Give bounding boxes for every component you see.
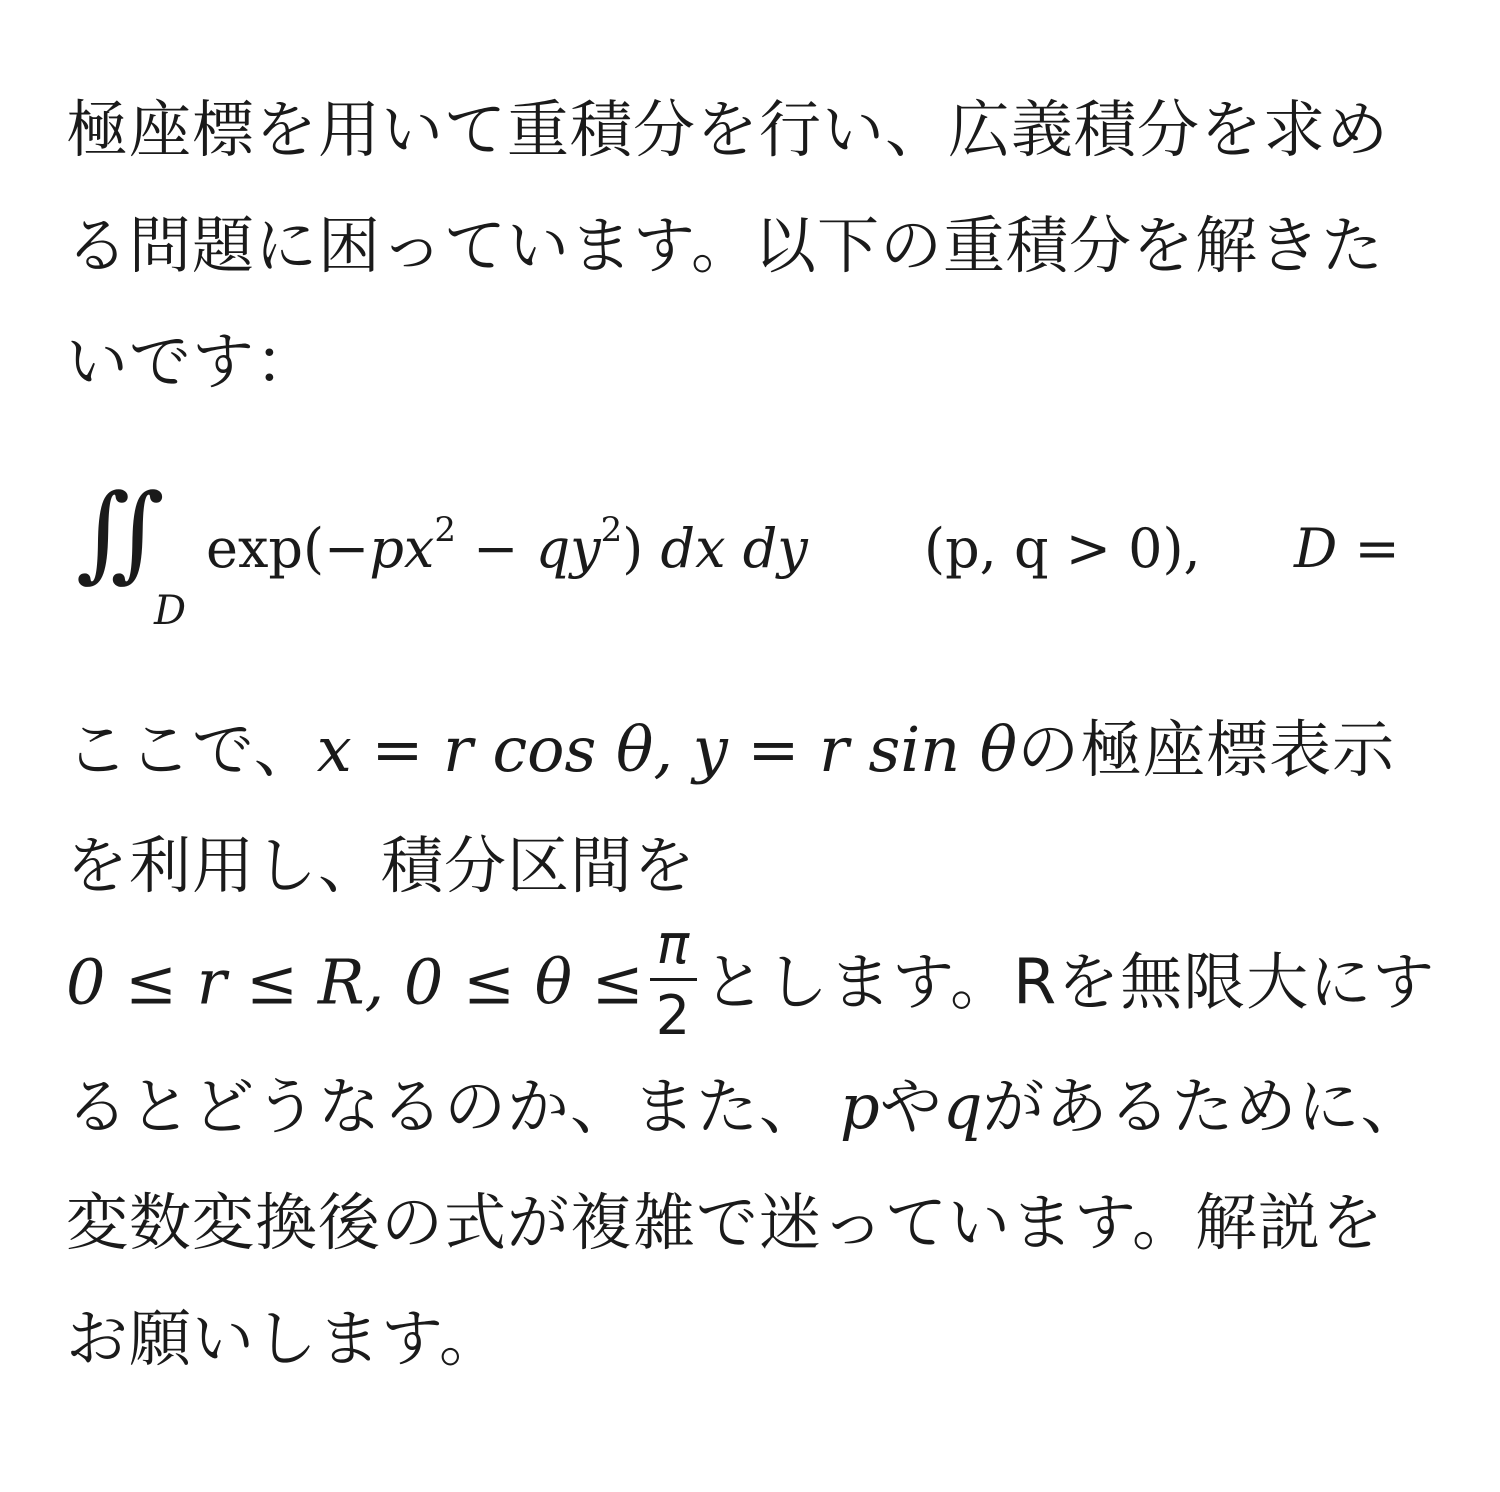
question-text-1: とします。Rを無限大にするとどうなるのか、また、 bbox=[66, 945, 1436, 1143]
question-text-2: や bbox=[879, 1070, 943, 1143]
integration-range-math: 0 ≤ r ≤ R, 0 ≤ θ ≤ bbox=[66, 945, 644, 1019]
domain-definition: D = bbox=[1294, 517, 1400, 580]
document-body bbox=[66, 72, 1446, 1397]
question-text-3: があるために、変数変換後の式が複雑で迷っています。解説をお願いします。 bbox=[66, 1070, 1424, 1375]
parameter-condition: (p, q > 0), bbox=[924, 517, 1201, 580]
double-integral-symbol: ∬ bbox=[76, 471, 165, 593]
question-paragraph bbox=[66, 913, 1446, 1397]
polar-substitution-math: x = r cos θ, y = r sin θ bbox=[316, 713, 1018, 786]
substitution-lead: ここで、 bbox=[66, 713, 317, 786]
fraction-numerator: π bbox=[656, 913, 691, 976]
integral-domain-subscript: D bbox=[154, 588, 187, 634]
display-equation bbox=[66, 471, 1446, 672]
integrand-expression: $\exp(-px^2 - qy^2)$ dx dy bbox=[206, 510, 808, 580]
variable-p: p bbox=[840, 1070, 880, 1143]
substitution-paragraph bbox=[66, 692, 1446, 924]
fraction-bar bbox=[650, 978, 697, 981]
pi-over-two-fraction bbox=[650, 913, 697, 1047]
fraction-denominator: 2 bbox=[655, 984, 692, 1047]
variable-q: q bbox=[942, 1070, 983, 1143]
intro-paragraph: 極座標を用いて重積分を行い、広義積分を求める問題に困っています。以下の重積分を解きたいです： bbox=[66, 93, 1390, 398]
substitution-tail: の極座標表示を利用し、積分区間を bbox=[66, 713, 1396, 902]
